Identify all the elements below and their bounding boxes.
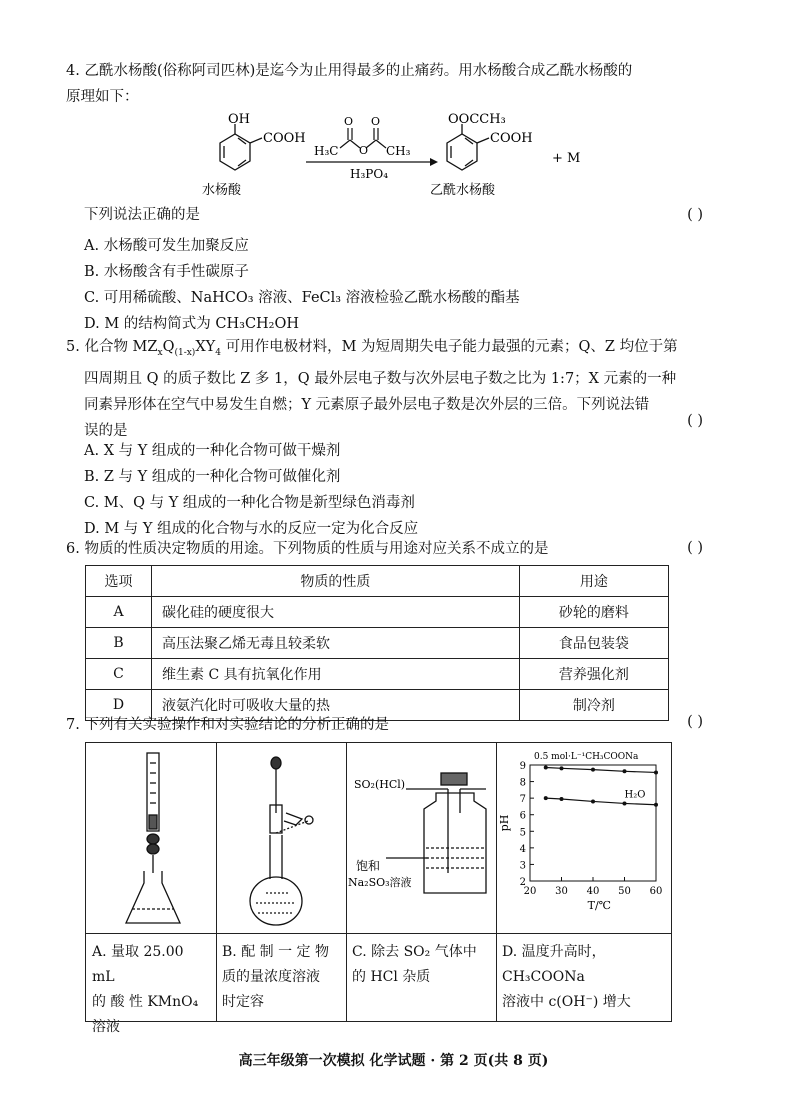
question-5-text	[66, 334, 716, 444]
aspirin-structure	[447, 124, 489, 170]
q7-experiment-grid	[85, 742, 672, 1035]
q4-option-a: A. 水杨酸可发生加聚反应	[84, 238, 249, 254]
anhydride-o-bridge: O	[359, 144, 369, 157]
x-axis-label: T/℃	[587, 899, 611, 912]
panel-d	[496, 743, 671, 1021]
q5-option-a: A. X 与 Y 组成的一种化合物可做干燥剂	[84, 443, 341, 459]
table-row	[86, 659, 669, 690]
q4-line2: 原理如下：	[66, 89, 139, 105]
x-tick-label: 20	[523, 886, 537, 897]
reactant-cooh-label: COOH	[263, 131, 306, 146]
row-c-property: 维生素 C 具有抗氧化作用	[152, 659, 520, 690]
q5-line3: 同素异形体在空气中易发生自燃；Y 元素原子最外层电子数是次外层的三倍。下列说法错	[84, 396, 650, 413]
y-tick-label: 3	[519, 860, 526, 872]
q4-line1: 4. 乙酰水杨酸(俗称阿司匹林)是迄今为止用得最多的止痛药。用水杨酸合成乙酰水杨酸的	[66, 63, 633, 79]
x-tick-label: 60	[649, 886, 663, 897]
salicylic-acid-structure	[220, 124, 262, 170]
x-tick-label: 50	[618, 886, 631, 897]
q4-answer-paren: ( )	[687, 207, 703, 223]
series-1-point	[654, 770, 658, 774]
series-2-point	[560, 797, 564, 801]
product-ester-label: OOCCH₃	[448, 112, 506, 127]
panel-a	[86, 743, 217, 1035]
reagent-ch3: CH₃	[386, 144, 411, 158]
anhydride-o2: O	[371, 115, 381, 128]
q4-stem: 下列说法正确的是	[84, 207, 200, 223]
q4-option-c: C. 可用稀硫酸、NaHCO₃ 溶液、FeCl₃ 溶液检验乙酰水杨酸的酯基	[84, 290, 520, 306]
series-2-point	[591, 799, 595, 803]
table-row	[86, 597, 669, 628]
question-4-text	[66, 58, 716, 110]
reaction-arrowhead	[430, 158, 438, 166]
row-c-option: C	[86, 659, 152, 690]
row-b-use: 食品包装袋	[519, 628, 668, 659]
series-1-point	[544, 765, 548, 769]
question-7-text	[66, 712, 716, 738]
question-6-text	[66, 536, 716, 562]
q5-line2: 四周期且 Q 的质子数比 Z 多 1，Q 最外层电子数与次外层电子数之比为 1:7；X 元素的一种	[84, 370, 677, 387]
byproduct-m: + M	[552, 151, 581, 166]
y-tick-label: 5	[519, 827, 526, 839]
series-2-point	[623, 801, 627, 805]
reactant-name: 水杨酸	[202, 183, 242, 198]
row-a-property: 碳化硅的硬度很大	[152, 597, 520, 628]
row-a-use: 砂轮的磨料	[519, 597, 668, 628]
panel-b	[216, 743, 347, 1021]
y-tick-label: 9	[519, 761, 526, 772]
q5-option-d: D. M 与 Y 组成的化合物与水的反应一定为化合反应	[84, 521, 419, 537]
table-row	[86, 628, 669, 659]
caption-a: A. 量取 25.00 mL 的 酸 性 KMnO₄ 溶液	[86, 933, 216, 1021]
anhydride-o1: O	[344, 115, 354, 128]
series-1-point	[591, 768, 595, 772]
series-2-point	[654, 803, 658, 807]
caption-d: D. 温度升高时，CH₃COONa 溶液中 c(OH⁻) 增大	[496, 933, 671, 1021]
reagent-h3c: H₃C	[314, 144, 339, 158]
row-c-use: 营养强化剂	[519, 659, 668, 690]
q4-reaction-scheme	[190, 110, 630, 205]
row-b-property: 高压法聚乙烯无毒且较柔软	[152, 628, 520, 659]
series-1-point	[560, 766, 564, 770]
y-axis-label: pH	[498, 814, 511, 832]
q7-stem: 7. 下列有关实验操作和对实验结论的分析正确的是	[66, 717, 389, 733]
caption-b: B. 配 制 一 定 物 质的量浓度溶液 时定容	[216, 933, 346, 1021]
product-name: 乙酰水杨酸	[430, 183, 496, 198]
series-1-point	[623, 769, 627, 773]
y-tick-label: 7	[519, 794, 526, 806]
q4-stem-row	[66, 202, 716, 228]
header-use: 用途	[519, 566, 668, 597]
series-2-point	[544, 796, 548, 800]
page-footer: 高三年级第一次模拟 化学试题 · 第 2 页(共 8 页)	[238, 1053, 549, 1069]
ph-temperature-chart	[496, 743, 671, 933]
q4-option-b: B. 水杨酸含有手性碳原子	[84, 264, 249, 280]
row-b-option: B	[86, 628, 152, 659]
y-tick-label: 6	[519, 810, 526, 822]
q5-option-b: B. Z 与 Y 组成的一种化合物可做催化剂	[84, 469, 341, 485]
solution-label-1: 饱和	[356, 859, 381, 873]
row-d-use: 制冷剂	[519, 690, 668, 721]
product-cooh-label: COOH	[490, 131, 533, 146]
header-option: 选项	[86, 566, 152, 597]
caption-c: C. 除去 SO₂ 气体中 的 HCl 杂质	[346, 933, 496, 1021]
x-tick-label: 30	[555, 886, 568, 897]
catalyst-label: H₃PO₄	[350, 167, 388, 181]
q5-answer-paren: ( )	[687, 413, 703, 429]
row-d-option: D	[86, 690, 152, 721]
y-tick-label: 8	[519, 777, 526, 789]
volumetric-flask-figure	[216, 743, 346, 933]
burette-flask-figure	[86, 743, 216, 933]
gas-label: SO₂(HCl)	[354, 778, 406, 791]
x-tick-label: 40	[586, 886, 600, 897]
q6-answer-paren: ( )	[687, 540, 703, 556]
solution-label-2: Na₂SO₃溶液	[348, 876, 412, 889]
q6-stem: 6. 物质的性质决定物质的用途。下列物质的性质与用途对应关系不成立的是	[66, 541, 549, 557]
q5-line1: 5. 化合物 $MZ_xQ_{(1-x)}XY_4$ 可用作电极材料，M 为短周期失电子能力最强的元素；Q、Z 均位于第	[66, 339, 678, 358]
q6-properties-table	[85, 565, 669, 721]
q4-option-d: D. M 的结构简式为 CH₃CH₂OH	[84, 316, 300, 332]
q5-option-c: C. M、Q 与 Y 组成的一种化合物是新型绿色消毒剂	[84, 495, 415, 511]
y-tick-label: 2	[519, 877, 526, 888]
legend-h2o: H₂O	[624, 789, 646, 801]
row-d-property: 液氨汽化时可吸收大量的热	[152, 690, 520, 721]
plot-frame	[530, 765, 656, 881]
legend-ch3coona: 0.5 mol·L⁻¹CH₃COONa	[534, 752, 639, 762]
row-a-option: A	[86, 597, 152, 628]
q5-line4: 误的是	[84, 422, 128, 439]
reactant-oh-label: OH	[228, 112, 250, 127]
panel-c	[346, 743, 497, 1021]
gas-washing-bottle-figure	[346, 743, 496, 933]
y-tick-label: 4	[519, 843, 526, 855]
header-property: 物质的性质	[152, 566, 520, 597]
q7-answer-paren: ( )	[687, 714, 703, 730]
table-header-row	[86, 566, 669, 597]
